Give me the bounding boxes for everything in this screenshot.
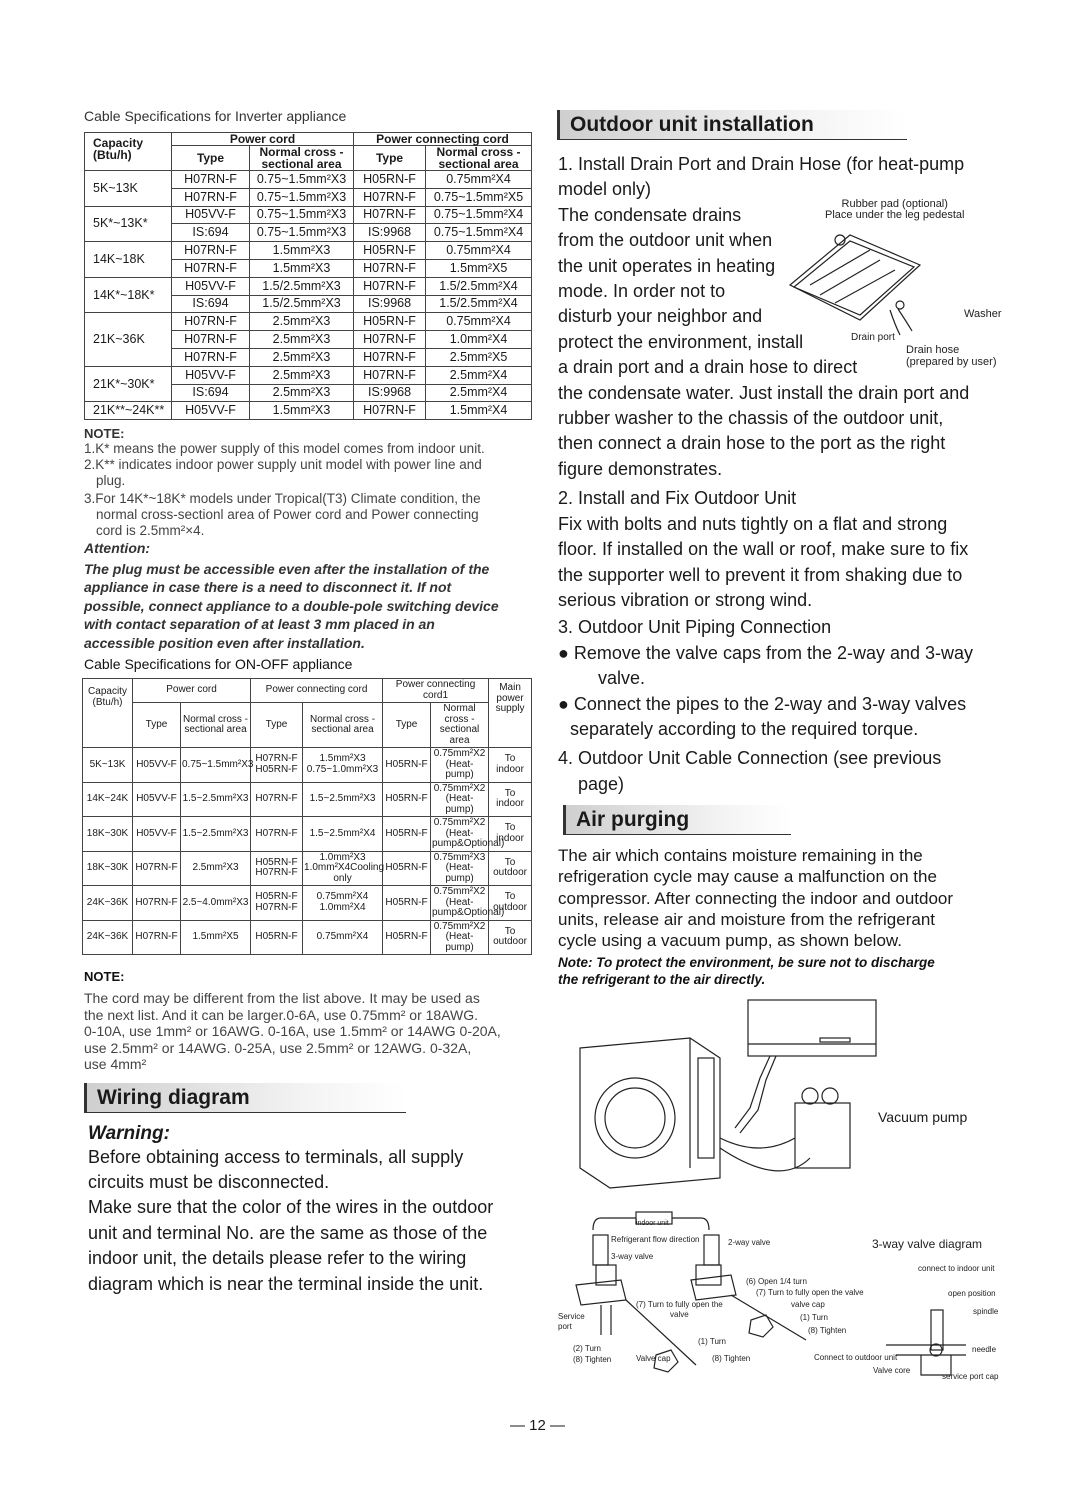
table-cell: H07RN-F	[133, 920, 181, 955]
table-cell: 1.0mm²X4	[426, 331, 532, 349]
table-cell: 0.75mm²X2 (Heat-pump&Optional)	[432, 886, 505, 919]
warning-line: diagram which is near the terminal inside the unit.	[88, 1273, 484, 1294]
valve-cap-label: valve cap	[791, 1300, 825, 1309]
note2-title: NOTE:	[84, 969, 125, 985]
col-area: Normal cross - sectional area	[250, 146, 354, 171]
table-row	[85, 242, 532, 260]
air-line: cycle using a vacuum pump, as shown below.	[558, 931, 902, 951]
turn-open-label: (7) Turn to fully open the valve	[756, 1288, 864, 1297]
step2-line: the supporter well to prevent it from shaking due to	[558, 564, 963, 585]
table-cell: 2.5mm²X3	[181, 851, 251, 886]
table-cell: H05VV-F	[172, 277, 250, 295]
table-cell: H05RN-F	[383, 920, 431, 955]
attention-line: accessible position even after installation.	[84, 634, 365, 651]
turn-text: (2) Turn	[573, 1344, 602, 1353]
flow-direction-label: Refrigerant flow direction	[611, 1235, 700, 1244]
step2-line: serious vibration or strong wind.	[558, 589, 813, 610]
note2-line: The cord may be different from the list above. It may be used as	[84, 990, 480, 1007]
tighten-text: (8) Tighten	[573, 1355, 612, 1364]
table-cell: 2.5mm²X3	[250, 384, 354, 402]
table-cell: 1.5mm²X3	[250, 259, 354, 277]
col-power-connecting-cord: Power connecting cord	[354, 133, 532, 146]
prepared-by-user-text: (prepared by user)	[906, 356, 997, 368]
service-port-label	[558, 1312, 585, 1332]
table-cell: 2.5mm²X4	[426, 366, 532, 384]
col-area: Normal cross - sectional area	[426, 146, 532, 171]
table-cell: IS:9968	[354, 295, 426, 313]
col-type: Type	[172, 146, 250, 171]
table-cell: H07RN-F	[251, 817, 303, 852]
connect-outdoor-label: Connect to outdoor unit	[814, 1353, 898, 1362]
table-cell: H05VV-F	[172, 206, 250, 224]
capacity-cell: 21K**~24K**	[85, 402, 172, 420]
step4-line: 4. Outdoor Unit Cable Connection (see previous	[558, 748, 942, 769]
table-row	[85, 366, 532, 384]
table-row	[83, 817, 532, 852]
table-cell: 1.5mm²X4	[426, 402, 532, 420]
attention-line: possible, connect appliance to a double-pole switching device	[84, 597, 499, 614]
step3-line: ● Connect the pipes to the 2-way and 3-way valves	[558, 693, 967, 714]
table-cell: 0.75mm²X3 (Heat-pump)	[431, 851, 489, 886]
table-cell: 1.5~2.5mm²X4	[303, 817, 383, 852]
table-cell: H07RN-F	[172, 242, 250, 260]
drain-line: protect the environment, install	[558, 331, 804, 352]
vacuum-pump-label: Vacuum pump	[878, 1109, 968, 1125]
table-cell: H07RN-F	[354, 188, 426, 206]
table-cell: H07RN-F	[354, 348, 426, 366]
table-cell: 1.5mm²X5	[181, 920, 251, 955]
capacity-cell: 21K*~30K*	[85, 366, 172, 402]
table-cell: 1.5/2.5mm²X4	[426, 295, 532, 313]
table-cell: H07RN-F	[354, 402, 426, 420]
col-type: Type	[251, 703, 303, 748]
table-cell: To outdoor	[489, 886, 532, 921]
table-cell: 0.75~1.5mm²X3	[250, 171, 354, 189]
air-line: units, release air and moisture from the refrigerant	[558, 910, 936, 930]
attention-line: The plug must be accessible even after the installation of the	[84, 560, 490, 577]
drain-port-illustration	[780, 225, 930, 335]
capacity-cell: 14K~18K	[85, 242, 172, 278]
table-cell: 1.5mm²X5	[426, 259, 532, 277]
table-cell: 0.75mm²X2 (Heat-pump&Optional)	[432, 817, 505, 850]
table-cell: H07RN-F	[354, 277, 426, 295]
table-cell: 0.75mm²X2 (Heat-pump)	[431, 782, 489, 817]
note-line: 3.For 14K*~18K* models under Tropical(T3) Climate condition, the	[84, 491, 481, 507]
note-line: 2.K** indicates indoor power supply unit model with power line and	[84, 457, 482, 473]
capacity-cell: 14K*~18K*	[85, 277, 172, 313]
warning-line: Before obtaining access to terminals, all supply	[88, 1146, 464, 1167]
air-purging-heading	[563, 805, 791, 835]
air-purging-text	[558, 845, 1007, 951]
note-title: NOTE:	[84, 426, 125, 442]
service-port-cap-label: service port cap	[942, 1372, 999, 1381]
drain-line: the condensate water. Just install the drain port and	[558, 382, 970, 403]
leg-pedestal-text: Place under the leg pedestal	[825, 209, 965, 221]
table-cell: 0.75~1.5mm²X4	[426, 206, 532, 224]
note2-line: the next list. And it can be larger.0-6A, use 0.75mm² or 18AWG.	[84, 1006, 479, 1023]
note2-line: use 2.5mm² or 14AWG. 0-25A, use 2.5mm² or 12AWG. 0-32A,	[84, 1039, 472, 1056]
drain-line: disturb your neighbor and	[558, 306, 763, 327]
note-line: 1.K* means the power supply of this model comes from indoor unit.	[84, 441, 485, 457]
drain-port-label: Drain port	[851, 332, 895, 343]
table-cell: 0.75~1.5mm²X5	[426, 188, 532, 206]
table-cell: H05RN-F H07RN-F	[251, 886, 303, 921]
outdoor-unit-installation-heading	[557, 110, 907, 140]
air-note	[558, 954, 1007, 988]
col-capacity: Capacity (Btu/h)	[83, 679, 133, 748]
table-cell: H07RN-F	[133, 851, 181, 886]
step3-line: valve.	[598, 668, 646, 689]
table-row	[85, 171, 532, 189]
note-line: cord is 2.5mm²×4.	[96, 523, 205, 539]
col-area: Normal cross - sectional area	[431, 703, 489, 748]
attention-line: with contact separation of at least 3 mm placed in an	[84, 616, 435, 633]
turn-open-label	[636, 1300, 723, 1320]
table-cell: 0.75~1.5mm²X3	[181, 748, 251, 783]
table-cell: 1.5/2.5mm²X3	[250, 277, 354, 295]
attention-title: Attention:	[84, 540, 151, 557]
warning-line: indoor unit, the details please refer to the wiring	[88, 1248, 467, 1269]
table-cell: H05VV-F	[133, 782, 181, 817]
air-line: The air which contains moisture remaining in the	[558, 846, 923, 866]
open-position-label: open position	[948, 1289, 996, 1298]
table-cell: H07RN-F	[354, 366, 426, 384]
note2-line: use 4mm²	[84, 1056, 147, 1073]
service-text: Service	[558, 1312, 585, 1321]
table-cell: 18K~30K	[83, 817, 133, 852]
air-note-line: the refrigerant to the air directly.	[558, 971, 766, 987]
table-cell: H05RN-F	[383, 748, 431, 783]
table-cell: 1.0mm²X3 1.0mm²X4Cooling only	[304, 851, 385, 884]
onoff-cable-caption: Cable Specifications for ON-OFF appliance	[84, 656, 353, 673]
col-type: Type	[383, 703, 431, 748]
table-cell: H07RN-F	[354, 206, 426, 224]
section-title: Wiring diagram	[97, 1085, 250, 1109]
table-cell: H07RN-F	[133, 886, 181, 921]
left-column	[84, 108, 536, 1297]
col-main-power-supply: Main power supply	[489, 679, 532, 748]
onoff-cable-table	[82, 678, 532, 955]
section-title: Outdoor unit installation	[570, 113, 814, 136]
air-line: compressor. After connecting the indoor and outdoor	[558, 888, 954, 908]
drain-line: the unit operates in heating	[558, 255, 776, 276]
air-line: refrigeration cycle may cause a malfunction on the	[558, 867, 937, 887]
washer-label: Washer	[964, 308, 1002, 320]
table-cell: 2.5mm²X5	[426, 348, 532, 366]
tighten-label: (8) Tighten	[712, 1354, 751, 1363]
table-cell: IS:694	[172, 224, 250, 242]
drain-line: from the outdoor unit when	[558, 230, 773, 251]
table-cell: 18K~30K	[83, 851, 133, 886]
note-line: plug.	[96, 473, 126, 489]
turn-label: (1) Turn	[698, 1337, 727, 1346]
table-cell: To indoor	[489, 782, 532, 817]
table-cell: 2.5mm²X3	[250, 313, 354, 331]
table-cell: H05VV-F	[133, 817, 181, 852]
three-way-valve-label: 3-way valve	[611, 1252, 654, 1261]
col-power-cord: Power cord	[172, 133, 354, 146]
col-capacity: Capacity (Btu/h)	[85, 133, 172, 171]
note2-line: 0-10A, use 1mm² or 16AWG. 0-16A, use 1.5mm² or 14AWG 0-20A,	[84, 1023, 501, 1040]
table-cell: 24K~36K	[83, 920, 133, 955]
table-cell: To outdoor	[489, 920, 532, 955]
table-cell: 0.75mm²X4	[426, 242, 532, 260]
spindle-label: spindle	[973, 1307, 999, 1316]
notes	[84, 441, 536, 539]
step3-line: separately according to the required torque.	[570, 718, 919, 739]
table-cell: 1.5mm²X3 0.75~1.0mm²X3	[303, 748, 383, 783]
vacuum-pump-illustration	[580, 998, 880, 1188]
step4-line: page)	[578, 773, 625, 794]
table-cell: 0.75mm²X4	[426, 171, 532, 189]
drain-line: mode. In order not to	[558, 281, 726, 302]
table-row	[83, 782, 532, 817]
valve-cap-label: Valve cap	[636, 1354, 671, 1363]
table-cell: 0.75mm²X4	[426, 313, 532, 331]
drain-line: a drain port and a drain hose to direct	[558, 357, 858, 378]
table-cell: 1.5/2.5mm²X4	[426, 277, 532, 295]
table-cell: H05RN-F	[383, 817, 431, 852]
col-power-connecting-cord1: Power connecting cord1	[383, 679, 489, 703]
table-row	[85, 277, 532, 295]
table-cell: IS:694	[172, 295, 250, 313]
step1-line: model only)	[558, 179, 652, 200]
warning-line: unit and terminal No. are the same as those of the	[88, 1222, 488, 1243]
table-cell: 2.5mm²X3	[250, 331, 354, 349]
table-cell: 1.5/2.5mm²X3	[250, 295, 354, 313]
table-cell: 1.5~2.5mm²X3	[181, 817, 251, 852]
table-cell: H05RN-F	[383, 851, 431, 886]
table-cell: 0.75mm²X2 (Heat-pump)	[431, 920, 489, 955]
col-area: Normal cross - sectional area	[303, 703, 383, 748]
three-way-diagram-title: 3-way valve diagram	[872, 1237, 983, 1251]
note2-text	[84, 990, 536, 1073]
col-power-cord: Power cord	[133, 679, 251, 703]
step2-line: floor. If installed on the wall or roof, make sure to fix	[558, 539, 969, 560]
drain-line: rubber washer to the chassis of the outdoor unit,	[558, 408, 944, 429]
table-cell: H05VV-F	[172, 366, 250, 384]
capacity-cell: 5K~13K	[85, 171, 172, 207]
table-row	[83, 886, 532, 921]
indoor-unit-label: indoor unit	[636, 1220, 669, 1227]
drain-hose-label	[906, 344, 997, 368]
section-title: Air purging	[576, 808, 690, 832]
table-cell: 14K~24K	[83, 782, 133, 817]
step3-line: ● Remove the valve caps from the 2-way and 3-way	[558, 642, 974, 663]
turn-label: (1) Turn	[800, 1313, 829, 1322]
table-cell: H05RN-F	[354, 171, 426, 189]
wiring-diagram-heading	[84, 1083, 406, 1113]
col-type: Type	[133, 703, 181, 748]
rubber-pad-label	[825, 199, 964, 221]
warning-text	[88, 1145, 536, 1297]
open-quarter-label: (6) Open 1/4 turn	[746, 1277, 807, 1286]
table-cell: IS:9968	[354, 384, 426, 402]
table-cell: H07RN-F	[172, 331, 250, 349]
table-cell: 0.75~1.5mm²X3	[250, 188, 354, 206]
table-cell: 2.5mm²X4	[426, 384, 532, 402]
port-text: port	[558, 1322, 572, 1331]
table-cell: 1.5~2.5mm²X3	[181, 782, 251, 817]
table-cell: H07RN-F	[172, 171, 250, 189]
table-cell: 0.75~1.5mm²X4	[426, 224, 532, 242]
table-cell: H07RN-F	[172, 348, 250, 366]
table-row	[83, 851, 532, 886]
table-cell: 2.5~4.0mm²X3	[181, 886, 251, 921]
attention-text	[84, 560, 536, 653]
table-cell: H07RN-F	[354, 259, 426, 277]
table-cell: 2.5mm²X3	[250, 348, 354, 366]
col-area: Normal cross - sectional area	[181, 703, 251, 748]
capacity-cell: 21K~36K	[85, 313, 172, 366]
drain-line: figure demonstrates.	[558, 458, 723, 479]
table-cell: H07RN-F H05RN-F	[251, 748, 303, 783]
table-cell: H07RN-F	[354, 331, 426, 349]
table-cell: H05RN-F	[383, 782, 431, 817]
table-cell: IS:694	[172, 384, 250, 402]
step3-title: 3. Outdoor Unit Piping Connection	[558, 617, 832, 638]
step2-line: Fix with bolts and nuts tightly on a flat and strong	[558, 513, 948, 534]
note-line: normal cross-sectionl area of Power cord and Power connecting	[96, 507, 479, 523]
table-row	[85, 206, 532, 224]
table-cell: H05RN-F	[383, 886, 431, 921]
table-cell: IS:9968	[354, 224, 426, 242]
capacity-cell: 5K*~13K*	[85, 206, 172, 242]
col-type: Type	[354, 146, 426, 171]
table-cell: 0.75mm²X2 (Heat-pump)	[431, 748, 489, 783]
table-cell: 0.75~1.5mm²X3	[250, 206, 354, 224]
table-cell: H05RN-F H07RN-F	[251, 851, 303, 886]
table-row	[83, 920, 532, 955]
table-cell: 5K~13K	[83, 748, 133, 783]
table-cell: H05RN-F	[354, 242, 426, 260]
table-cell: H05VV-F	[172, 402, 250, 420]
table-cell: H07RN-F	[251, 782, 303, 817]
valve-text: valve	[670, 1310, 689, 1319]
table-cell: H07RN-F	[172, 259, 250, 277]
two-way-valve-label: 2-way valve	[728, 1238, 771, 1247]
inverter-cable-caption: Cable Specifications for Inverter appliance	[84, 108, 347, 124]
table-cell: 0.75mm²X4 1.0mm²X4	[303, 886, 383, 921]
drain-line: The condensate drains	[558, 204, 742, 225]
turn-tighten-label	[573, 1343, 611, 1365]
warning-line: circuits must be disconnected.	[88, 1172, 330, 1193]
air-note-line: Note: To protect the environment, be sure not to discharge	[558, 954, 935, 970]
attention-line: appliance in case there is a need to disconnect it. If not	[84, 579, 452, 596]
table-cell: 24K~36K	[83, 886, 133, 921]
table-cell: H05VV-F	[133, 748, 181, 783]
rubber-pad-text: Rubber pad (optional)	[841, 198, 948, 210]
table-cell: H07RN-F	[172, 313, 250, 331]
table-cell: To indoor	[489, 748, 532, 783]
table-cell: H05RN-F	[354, 313, 426, 331]
table-row	[83, 748, 532, 783]
table-cell: H05RN-F	[251, 920, 303, 955]
table-cell: 0.75mm²X4	[303, 920, 383, 955]
warning-line: Make sure that the color of the wires in the outdoor	[88, 1197, 494, 1218]
needle-label: needle	[972, 1345, 997, 1354]
step1-line: 1. Install Drain Port and Drain Hose (for heat-pump	[558, 154, 965, 174]
table-cell: 1.5mm²X3	[250, 402, 354, 420]
table-cell: 1.5mm²X3	[250, 242, 354, 260]
table-cell: 2.5mm²X3	[250, 366, 354, 384]
table-cell: H07RN-F	[172, 188, 250, 206]
tighten-label: (8) Tighten	[808, 1326, 847, 1335]
page-number: — 12 —	[510, 1417, 566, 1434]
table-cell: To outdoor	[489, 851, 532, 886]
step2-title: 2. Install and Fix Outdoor Unit	[558, 488, 797, 509]
col-power-connecting-cord: Power connecting cord	[251, 679, 383, 703]
drain-line: then connect a drain hose to the port as the right	[558, 433, 946, 454]
table-row	[85, 313, 532, 331]
drain-hose-text: Drain hose	[906, 344, 960, 356]
table-row	[85, 402, 532, 420]
table-cell: 0.75~1.5mm²X3	[250, 224, 354, 242]
valve-core-label: Valve core	[873, 1366, 911, 1375]
table-cell: 1.5~2.5mm²X3	[303, 782, 383, 817]
warning-title: Warning:	[88, 1122, 170, 1144]
table-cell: To indoor	[489, 817, 532, 852]
inverter-cable-table	[84, 132, 532, 420]
turn-open-text: (7) Turn to fully open the	[636, 1300, 723, 1309]
connect-indoor-label: connect to indoor unit	[918, 1264, 995, 1273]
